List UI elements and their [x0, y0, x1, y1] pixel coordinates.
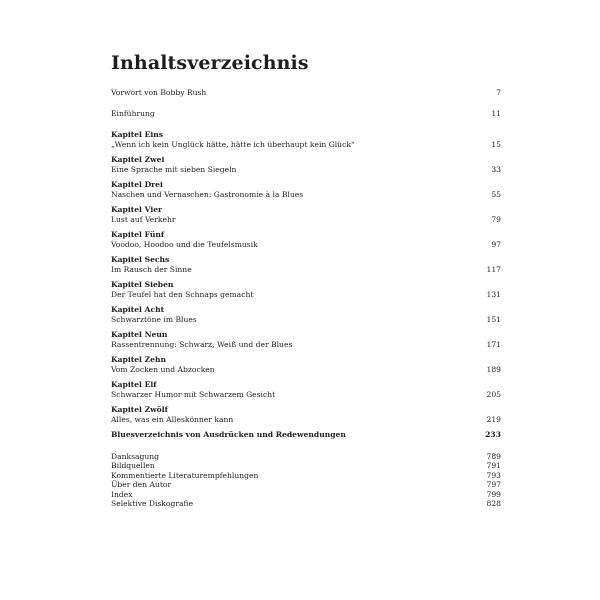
- toc-entry-acknowledgements[interactable]: [111, 452, 501, 461]
- toc-entry-foreword[interactable]: [111, 88, 501, 98]
- toc-chapter-2[interactable]: [111, 155, 501, 175]
- entry-label: Index: [111, 489, 133, 499]
- entry-page: 793: [486, 470, 501, 480]
- entry-page: 797: [486, 480, 501, 490]
- toc-chapter-7[interactable]: [111, 280, 501, 300]
- toc-chapter-11[interactable]: [111, 380, 501, 400]
- chapter-page: 189: [486, 365, 501, 374]
- chapter-heading: Kapitel Zehn: [111, 355, 166, 364]
- entry-label: Danksagung: [111, 452, 160, 461]
- toc-chapter-3[interactable]: [111, 180, 501, 200]
- entry-label: Vorwort von Bobby Rush: [111, 88, 207, 97]
- chapter-title: Der Teufel hat den Schnaps gemacht: [111, 290, 254, 299]
- chapter-title: Schwarztöne im Blues: [111, 315, 197, 324]
- entry-label: Selektive Diskografie: [111, 499, 194, 509]
- toc-chapter-9[interactable]: [111, 330, 501, 350]
- entry-label: Bluesverzeichnis von Ausdrücken und Redewendungen: [111, 430, 346, 439]
- chapter-title: „Wenn ich kein Unglück hätte, hätte ich überhaupt kein Glück“: [111, 140, 355, 149]
- chapter-page: 97: [491, 240, 501, 249]
- chapter-page: 117: [486, 265, 501, 274]
- toc-chapter-6[interactable]: [111, 255, 501, 275]
- chapter-title: Naschen und Vernaschen: Gastronomie à la Blues: [111, 190, 304, 199]
- chapter-title: Im Rausch der Sinne: [111, 265, 192, 274]
- chapter-heading: Kapitel Sieben: [111, 280, 174, 289]
- chapter-heading: Kapitel Sechs: [111, 255, 170, 264]
- entry-page: 799: [486, 489, 501, 499]
- toc-appendix: [111, 452, 501, 508]
- chapter-title: Eine Sprache mit sieben Siegeln: [111, 165, 237, 174]
- chapter-heading: Kapitel Zwei: [111, 155, 165, 164]
- toc-chapter-1[interactable]: [111, 130, 501, 150]
- chapter-heading: Kapitel Fünf: [111, 230, 165, 239]
- toc-list: [111, 88, 501, 508]
- chapter-heading: Kapitel Neun: [111, 330, 168, 339]
- toc-chapter-5[interactable]: [111, 230, 501, 250]
- entry-label: Einführung: [111, 109, 155, 118]
- chapter-page: 79: [491, 215, 501, 224]
- chapter-page: 205: [486, 390, 501, 399]
- chapter-page: 151: [486, 315, 501, 324]
- toc-chapter-4[interactable]: [111, 205, 501, 225]
- chapter-heading: Kapitel Zwölf: [111, 405, 168, 414]
- toc-chapter-12[interactable]: [111, 405, 501, 425]
- entry-label: Über den Autor: [111, 480, 172, 490]
- entry-page: 11: [491, 109, 501, 118]
- chapter-title: Lust auf Verkehr: [111, 215, 176, 224]
- toc-entry-literature[interactable]: [111, 471, 501, 480]
- toc-entry-about-author[interactable]: [111, 480, 501, 489]
- chapter-page: 33: [491, 165, 501, 174]
- chapter-page: 131: [486, 290, 501, 299]
- entry-page: 791: [486, 461, 501, 471]
- chapter-title: Rassentrennung: Schwarz, Weiß und der Blues: [111, 340, 293, 349]
- chapter-title: Voodoo, Hoodoo und die Teufelsmusik: [111, 240, 258, 249]
- entry-label: Kommentierte Literaturempfehlungen: [111, 470, 259, 480]
- chapter-page: 55: [491, 190, 501, 199]
- chapter-heading: Kapitel Acht: [111, 305, 165, 314]
- entry-label: Bildquellen: [111, 461, 155, 471]
- toc-entry-image-credits[interactable]: [111, 461, 501, 470]
- toc-chapter-8[interactable]: [111, 305, 501, 325]
- toc-chapter-10[interactable]: [111, 355, 501, 375]
- chapter-title: Schwarzer Humor mit Schwarzem Gesicht: [111, 390, 276, 399]
- chapter-page: 171: [486, 340, 501, 349]
- toc-entry-discography[interactable]: [111, 499, 501, 508]
- toc-entry-index[interactable]: [111, 490, 501, 499]
- chapter-page: 15: [491, 140, 501, 149]
- chapter-heading: Kapitel Elf: [111, 380, 157, 389]
- page-title: Inhaltsverzeichnis: [111, 52, 309, 74]
- chapter-title: Vom Zocken und Abzocken: [111, 365, 215, 374]
- entry-page: 7: [496, 88, 501, 97]
- chapter-heading: Kapitel Vier: [111, 205, 163, 214]
- entry-page: 233: [485, 430, 501, 439]
- toc-entry-introduction[interactable]: [111, 109, 501, 119]
- toc-entry-glossary[interactable]: [111, 430, 501, 440]
- chapter-title: Alles, was ein Alleskönner kann: [111, 415, 234, 424]
- entry-page: 828: [486, 499, 501, 509]
- chapter-page: 219: [486, 415, 501, 424]
- chapter-heading: Kapitel Drei: [111, 180, 163, 189]
- chapter-heading: Kapitel Eins: [111, 130, 164, 139]
- entry-page: 789: [486, 452, 501, 461]
